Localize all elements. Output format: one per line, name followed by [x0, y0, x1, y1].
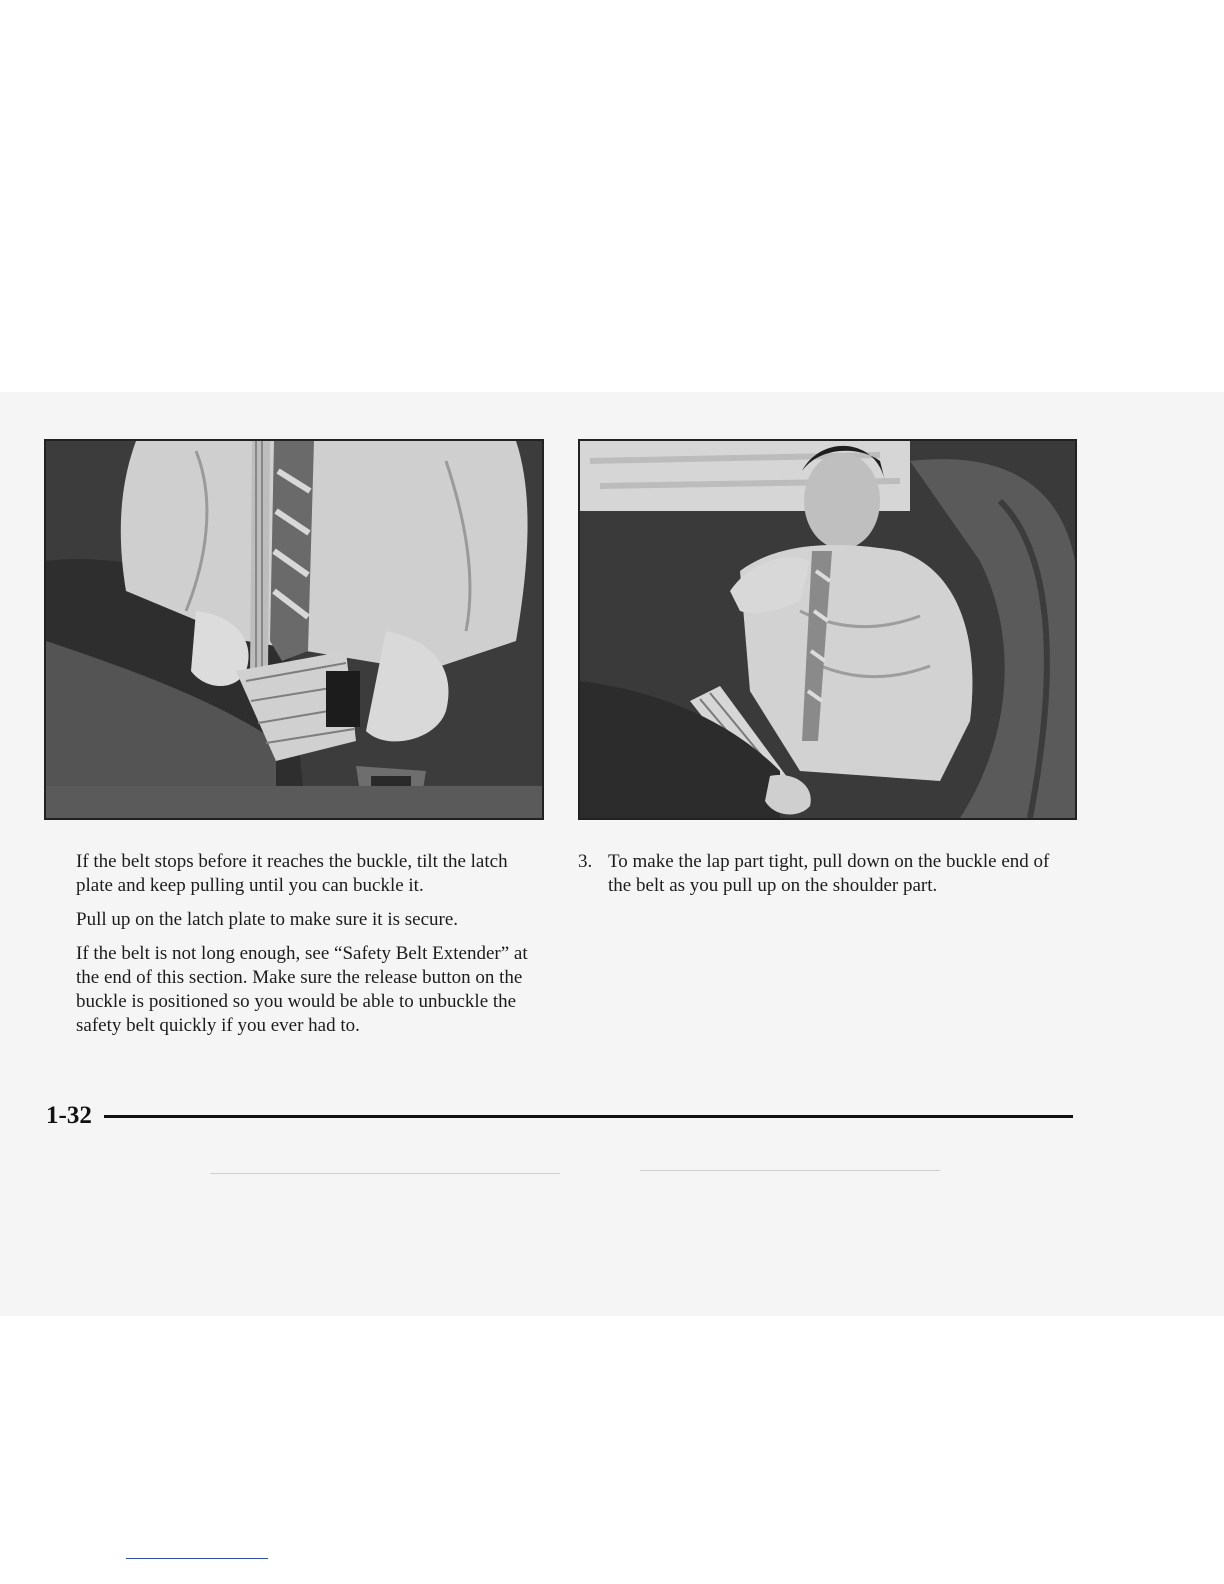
right-text-column	[578, 850, 1068, 898]
footer-rule	[104, 1115, 1073, 1118]
illustration-buckling-latch-plate	[44, 439, 544, 820]
step-3	[578, 850, 1068, 898]
paragraph-belt-extender: If the belt is not long enough, see “Safety Belt Extender” at the end of this section. Make sure the release button on the buckle is positioned so you would be able to unbuckle the safety belt quickly if you ever had to.	[76, 943, 528, 1036]
paragraph-pull-up-latch-plate: Pull up on the latch plate to make sure it is secure.	[76, 909, 459, 930]
left-text-column	[76, 850, 536, 1048]
illustration-tightening-lap-belt	[578, 439, 1077, 820]
bottom-underline	[126, 1558, 268, 1559]
step-text: To make the lap part tight, pull down on the buckle end of the belt as you pull up on the shoulder part.	[608, 851, 1050, 896]
scan-artifact-line	[640, 1170, 940, 1171]
paragraph-tilt-latch-plate: If the belt stops before it reaches the buckle, tilt the latch plate and keep pulling until you can buckle it.	[76, 851, 508, 896]
step-number: 3.	[578, 851, 593, 872]
page-number: 1-32	[46, 1102, 92, 1129]
scan-artifact-line	[210, 1173, 560, 1174]
